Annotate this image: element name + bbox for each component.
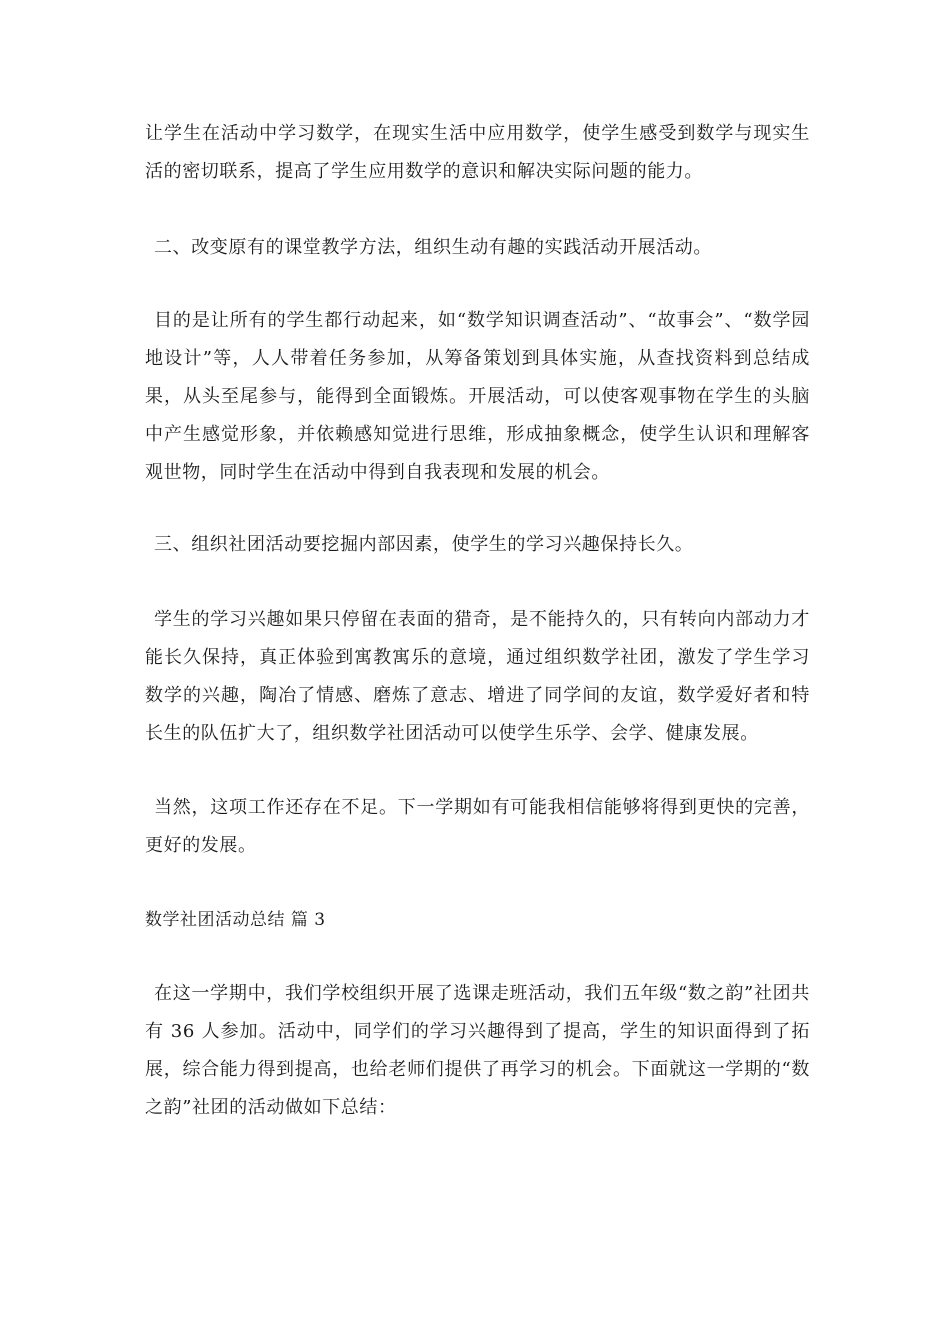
heading-section-three: 三、组织社团活动要挖掘内部因素，使学生的学习兴趣保持长久。 [154,534,694,555]
section-title: 数学社团活动总结 篇 3 [145,910,326,930]
heading-section-two: 二、改变原有的课堂教学方法，组织生动有趣的实践活动开展活动。 [154,237,712,258]
paragraph-conclusion: 当然，这项工作还存在不足。下一学期如有可能我相信能够将得到更快的完善，更好的发展。 [145,797,810,856]
paragraph-section-three: 学生的学习兴趣如果只停留在表面的猎奇，是不能持久的，只有转向内部动力才能长久保持，真正体验到寓教寓乐的意境，通过组织数学社团，激发了学生学习数学的兴趣，陶冶了情感、磨炼了意志、增进了同学间的友谊，数学爱好者和特长生的队伍扩大了，组织数学社团活动可以使学生乐学、会学、健康发展。 [145,609,810,744]
paragraph-intro-continuation: 让学生在活动中学习数学，在现实生活中应用数学，使学生感受到数学与现实生活的密切联系，提高了学生应用数学的意识和解决实际问题的能力。 [145,123,810,182]
paragraph-section-intro: 在这一学期中，我们学校组织开展了选课走班活动，我们五年级“数之韵”社团共有 36 人参加。活动中，同学们的学习兴趣得到了提高，学生的知识面得到了拓展，综合能力得到提高，也给老师们提供了再学习的机会。下面就这一学期的“数之韵”社团的活动做如下总结： [145,983,810,1118]
paragraph-section-two: 目的是让所有的学生都行动起来，如“数学知识调查活动”、“故事会”、“数学园地设计”等，人人带着任务参加，从筹备策划到具体实施，从查找资料到总结成果，从头至尾参与，能得到全面锻炼。开展活动，可以使客观事物在学生的头脑中产生感觉形象，并依赖感知觉进行思维，形成抽象概念，使学生认识和理解客观世物，同时学生在活动中得到自我表现和发展的机会。 [145,310,810,483]
